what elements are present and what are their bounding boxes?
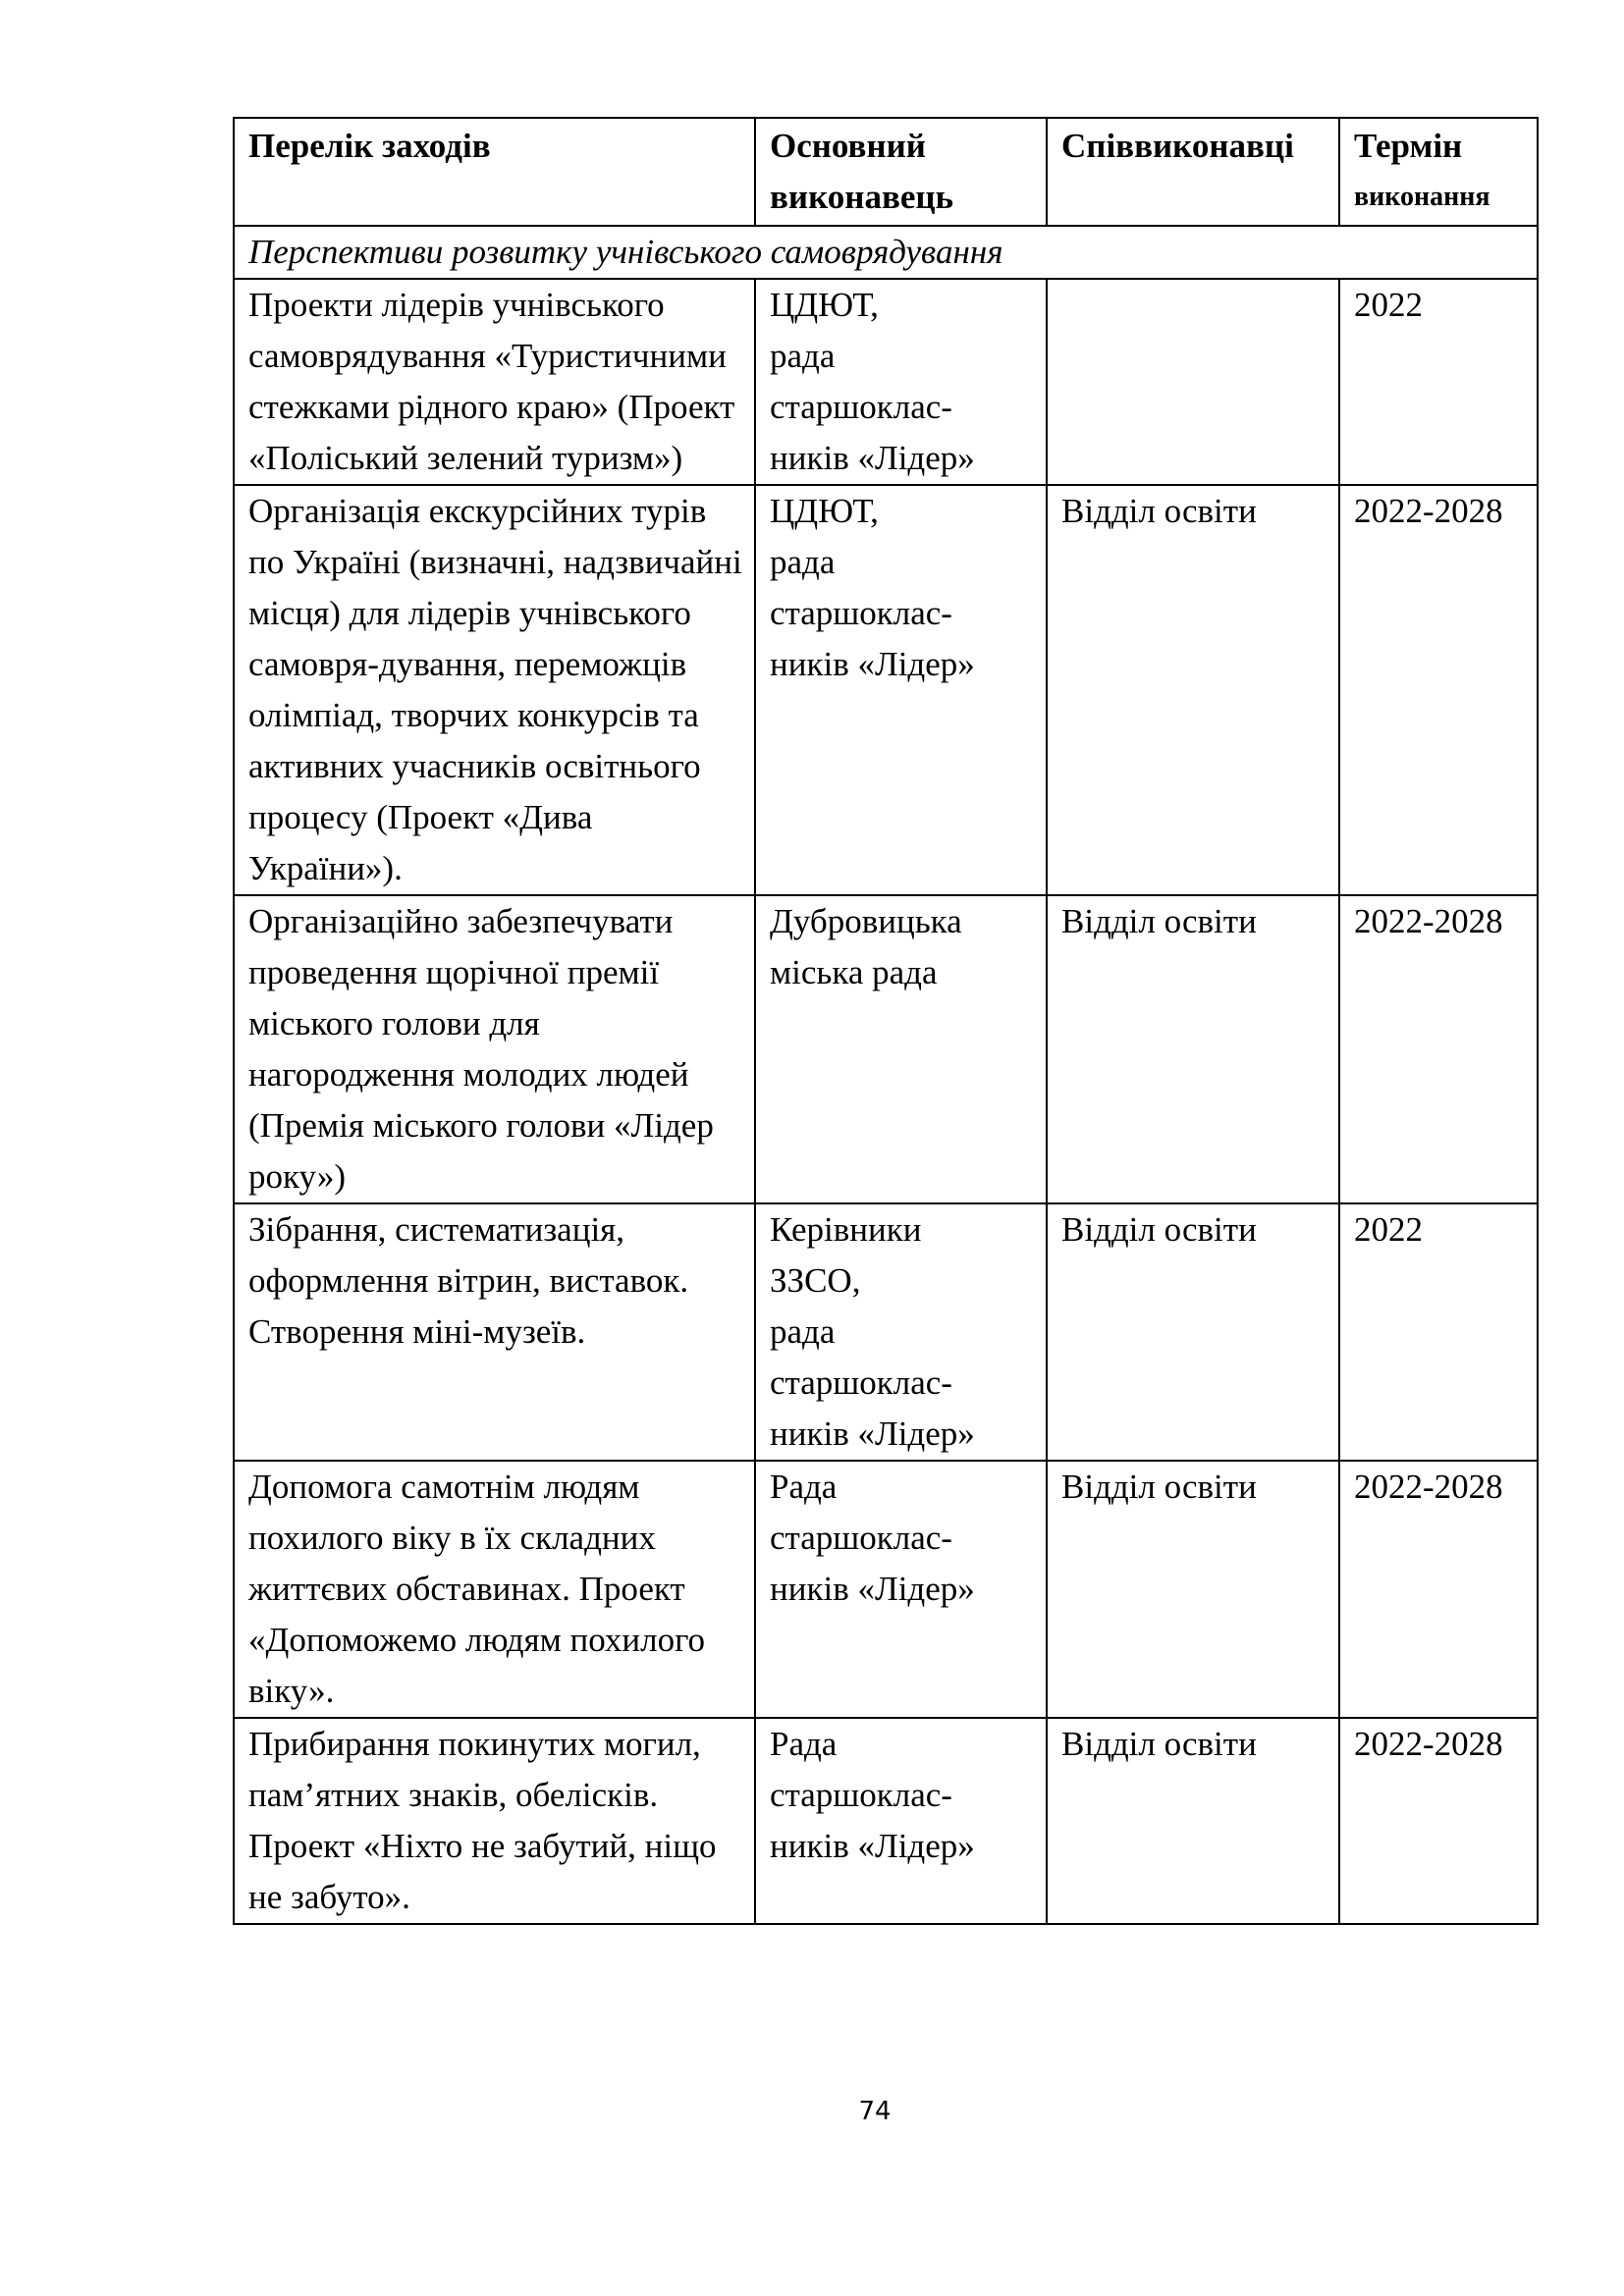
cell-term: 2022-2028	[1339, 1718, 1538, 1924]
cell-coexecutors: Відділ освіти	[1047, 1203, 1339, 1461]
cell-measures: Допомога самотнім людям похилого віку в їх складних життєвих обставинах. Проект «Допоможемо людям похилого віку».	[234, 1461, 755, 1718]
cell-coexecutors: Відділ освіти	[1047, 1461, 1339, 1718]
page-number: 74	[858, 2097, 892, 2126]
cell-executor: Рада старшоклас- ників «Лідер»	[755, 1461, 1047, 1718]
cell-executor: Керівники ЗЗСО, рада старшоклас- ників «Лідер»	[755, 1203, 1047, 1461]
section-title: Перспективи розвитку учнівського самоврядування	[234, 226, 1538, 279]
table-row	[234, 279, 1538, 485]
cell-coexecutors: Відділ освіти	[1047, 895, 1339, 1203]
cell-coexecutors	[1047, 279, 1339, 485]
cell-term: 2022	[1339, 279, 1538, 485]
cell-measures: Проекти лідерів учнівського самоврядування «Туристичними стежками рідного краю» (Проект «Поліський зелений туризм»)	[234, 279, 755, 485]
header-coexecutors: Співвиконавці	[1047, 118, 1339, 226]
table-row	[234, 1461, 1538, 1718]
table-row	[234, 1718, 1538, 1924]
measures-table	[233, 117, 1539, 1925]
cell-term: 2022-2028	[1339, 895, 1538, 1203]
cell-executor: ЦДЮТ, рада старшоклас- ників «Лідер»	[755, 279, 1047, 485]
cell-measures: Організація екскурсійних турів по Україні (визначні, надзвичайні місця) для лідерів учнівського самовря-дування, переможців олімпіад, творчих конкурсів та активних учасників освітнього процесу (Проект «Дива України»).	[234, 485, 755, 895]
header-term	[1339, 118, 1538, 226]
cell-term: 2022-2028	[1339, 485, 1538, 895]
cell-measures: Зібрання, систематизація, оформлення вітрин, виставок. Створення міні-музеїв.	[234, 1203, 755, 1461]
table-row	[234, 485, 1538, 895]
cell-measures: Організаційно забезпечувати проведення щорічної премії міського голови для нагородження молодих людей (Премія міського голови «Лідер року»)	[234, 895, 755, 1203]
section-row	[234, 226, 1538, 279]
header-term-sub: виконання	[1354, 182, 1490, 212]
cell-coexecutors: Відділ освіти	[1047, 1718, 1339, 1924]
cell-executor: Дубровицька міська рада	[755, 895, 1047, 1203]
header-executor: Основний виконавець	[755, 118, 1047, 226]
cell-executor: Рада старшоклас- ників «Лідер»	[755, 1718, 1047, 1924]
cell-coexecutors: Відділ освіти	[1047, 485, 1339, 895]
table-header-row	[234, 118, 1538, 226]
cell-term: 2022	[1339, 1203, 1538, 1461]
cell-measures: Прибирання покинутих могил, пам’ятних знаків, обелісків. Проект «Ніхто не забутий, ніщо не забуто».	[234, 1718, 755, 1924]
table-row	[234, 895, 1538, 1203]
cell-term: 2022-2028	[1339, 1461, 1538, 1718]
table-row	[234, 1203, 1538, 1461]
header-term-main: Термін	[1354, 127, 1463, 165]
header-measures: Перелік заходів	[234, 118, 755, 226]
cell-executor: ЦДЮТ, рада старшоклас- ників «Лідер»	[755, 485, 1047, 895]
